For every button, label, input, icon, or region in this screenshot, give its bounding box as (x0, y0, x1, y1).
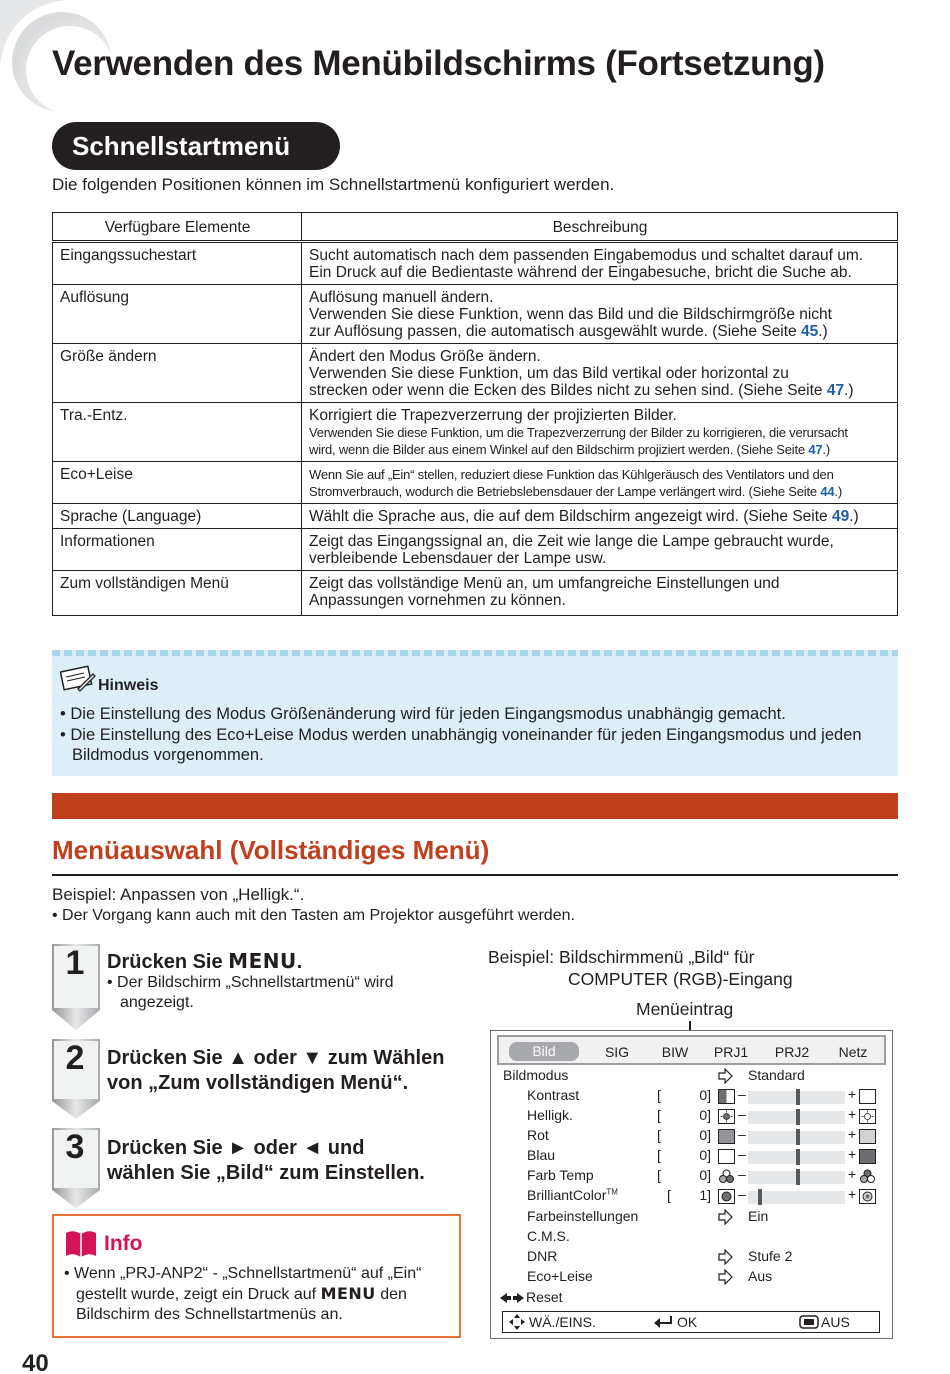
plus-sign: + (848, 1126, 857, 1142)
tab-biw[interactable]: BIW (661, 1044, 689, 1060)
page-title: Verwenden des Menübildschirms (Fortsetzung) (52, 44, 825, 83)
table-cell-description (302, 571, 898, 616)
desc-line: Verwenden Sie diese Funktion, um die Trapezverzerrung der Bilder zu korrigieren, die verursacht (309, 425, 848, 440)
table-row (53, 529, 898, 571)
page-reference-link[interactable]: 47 (826, 382, 845, 399)
tab-sig[interactable]: SIG (604, 1044, 630, 1060)
bracket: ] (707, 1107, 711, 1123)
desc-text: strecken oder wenn die Ecken des Bildes nicht zu sehen sind. (Siehe Seite (309, 382, 827, 399)
bracket: ] (707, 1167, 711, 1183)
osd-row-value: Aus (748, 1268, 773, 1284)
value-number: 0 (699, 1167, 708, 1183)
table-cell-description (302, 529, 898, 571)
section-rule (52, 874, 898, 876)
hint-dashed-border (52, 650, 898, 656)
osd-caption-line2: COMPUTER (RGB)-Eingang (568, 969, 793, 989)
step-2-line2: von „Zum vollständigen Menü“. (107, 1072, 409, 1094)
table-cell-item: Sprache (Language) (53, 504, 302, 529)
slider-knob[interactable] (796, 1129, 800, 1145)
slider-knob[interactable] (758, 1189, 762, 1205)
footer-select-label: WÄ./EINS. (529, 1314, 596, 1330)
table-cell-item: Auflösung (53, 285, 302, 344)
osd-row-value: Stufe 2 (748, 1248, 793, 1264)
desc-line: Sucht automatisch nach dem passenden Eingabemodus und schaltet darauf um. (309, 247, 864, 264)
step-1-text (107, 949, 302, 975)
table-cell-item: Tra.-Entz. (53, 403, 302, 462)
hint-list (60, 704, 890, 766)
brilliantcolor-low-icon (718, 1189, 735, 1204)
table-header-items: Verfügbare Elemente (53, 213, 302, 242)
osd-row-value (687, 1107, 711, 1123)
step-text-part: Drücken Sie (107, 951, 229, 973)
sun-bright-icon (859, 1109, 876, 1124)
bracket: ] (707, 1087, 711, 1103)
desc-text: .) (822, 442, 830, 457)
section-title-full-menu: Menüauswahl (Vollständiges Menü) (52, 835, 490, 865)
desc-line: Zeigt das vollständige Menü an, um umfangreiche Einstellungen und (309, 575, 780, 592)
table-cell-item: Eingangssuchestart (53, 242, 302, 285)
slider-knob[interactable] (796, 1149, 800, 1165)
section-title-schnellstartmenu: Schnellstartmenü (52, 122, 340, 170)
minus-sign: – (738, 1186, 746, 1202)
value-number: 0 (699, 1127, 708, 1143)
plus-sign: + (848, 1106, 857, 1122)
table-cell-item: Größe ändern (53, 344, 302, 403)
footer-exit-label: AUS (821, 1314, 850, 1330)
section-divider-bar (52, 793, 898, 819)
pencil-note-icon (60, 665, 96, 693)
bracket: [ (657, 1107, 661, 1123)
table-row (53, 504, 898, 529)
tab-netz[interactable]: Netz (838, 1044, 868, 1060)
desc-line (309, 382, 891, 399)
tab-prj2[interactable]: PRJ2 (774, 1044, 810, 1060)
desc-line: verbleibende Lebensdauer der Lampe usw. (309, 550, 607, 567)
osd-row-rot[interactable] (491, 1126, 894, 1146)
value-number: 1 (699, 1187, 708, 1203)
enter-icon (653, 1316, 673, 1328)
osd-row-value (687, 1167, 711, 1183)
osd-row-label: DNR (527, 1248, 558, 1264)
osd-row-label: Farbeinstellungen (527, 1208, 639, 1224)
desc-text: .) (844, 382, 854, 399)
example-text: Beispiel: Anpassen von „Helligk.“. (52, 885, 305, 904)
right-arrow-icon (717, 1249, 733, 1265)
osd-row-label: Blau (527, 1147, 556, 1163)
bracket: [ (657, 1087, 661, 1103)
page-reference-link[interactable]: 47 (808, 442, 823, 457)
osd-row-label: Helligk. (527, 1107, 573, 1123)
bracket: [ (657, 1127, 661, 1143)
desc-line (309, 483, 891, 500)
slider-track[interactable] (748, 1191, 845, 1204)
desc-line (309, 323, 891, 340)
osd-footer (502, 1311, 880, 1333)
hint-box (52, 650, 898, 776)
slider-knob[interactable] (796, 1109, 800, 1125)
desc-line: Ändert den Modus Größe ändern. (309, 348, 541, 365)
info-title: Info (104, 1232, 143, 1255)
osd-caption-line1: Beispiel: Bildschirmmenü „Bild“ für (488, 947, 755, 967)
osd-row-eco-leise[interactable] (491, 1267, 894, 1287)
osd-row-label: Eco+Leise (527, 1268, 593, 1284)
section-intro: Die folgenden Positionen können im Schnellstartmenü konfiguriert werden. (52, 175, 615, 194)
menu-entry-callout: Menüeintrag (636, 999, 734, 1019)
desc-text: Stromverbrauch, wodurch die Betriebslebensdauer der Lampe verlängert wird. (Siehe Seite (309, 484, 821, 499)
right-arrow-icon (717, 1068, 733, 1084)
osd-row-value: Standard (748, 1067, 805, 1083)
page-reference-link[interactable]: 44 (820, 484, 835, 499)
blue-high-icon (859, 1149, 876, 1164)
example-note: • Der Vorgang kann auch mit den Tasten am Projektor ausgeführt werden. (52, 907, 575, 924)
table-cell-description (302, 344, 898, 403)
desc-text: .) (849, 508, 859, 525)
osd-row-label: Kontrast (527, 1087, 580, 1103)
table-cell-item: Informationen (53, 529, 302, 571)
step-2-line1: Drücken Sie ▲ oder ▼ zum Wählen (107, 1047, 445, 1069)
page-number: 40 (22, 1350, 49, 1374)
osd-row-dnr[interactable] (491, 1247, 894, 1267)
table-cell-item: Zum vollständigen Menü (53, 571, 302, 616)
osd-row-farbtemp[interactable] (491, 1166, 894, 1186)
blue-low-icon (718, 1149, 735, 1164)
label-text: BrilliantColor (527, 1187, 607, 1203)
plus-sign: + (848, 1166, 857, 1182)
osd-row-value: Ein (748, 1208, 769, 1224)
plus-sign: + (848, 1186, 857, 1202)
right-arrow-icon (717, 1269, 733, 1285)
desc-line: Zeigt das Eingangssignal an, die Zeit wie lange die Lampe gebraucht wurde, (309, 533, 834, 550)
info-box (52, 1214, 461, 1338)
reset-arrows-icon (499, 1291, 525, 1305)
table-row (53, 462, 898, 504)
table-row (53, 571, 898, 616)
brilliantcolor-high-icon (859, 1189, 876, 1204)
osd-row-label: Farb Temp (527, 1167, 594, 1183)
step-text-part: . (296, 951, 303, 973)
bracket: [ (657, 1167, 661, 1183)
osd-row-label (527, 1187, 618, 1203)
slider-knob[interactable] (796, 1089, 800, 1105)
desc-text: .) (818, 323, 828, 340)
table-header-description: Beschreibung (302, 213, 898, 242)
plus-sign: + (848, 1146, 857, 1162)
osd-row-bildmodus[interactable] (491, 1066, 894, 1086)
step-1-sub: • Der Bildschirm „Schnellstartmenü“ wird (107, 974, 394, 991)
feature-table (52, 212, 898, 616)
contrast-low-icon (718, 1089, 735, 1104)
bracket: ] (707, 1147, 711, 1163)
info-text-part: Wenn „PRJ-ANP2“ - „Schnellstartmenü“ auf „Ein“ gestellt wurde, zeigt ein Druck auf (74, 1265, 422, 1303)
table-cell-description (302, 462, 898, 504)
book-icon (64, 1229, 98, 1259)
desc-text: wird, wenn die Bilder aus einem Winkel auf den Bildschirm projiziert werden. (Siehe Seite (309, 442, 809, 457)
value-number: 0 (699, 1107, 708, 1123)
red-low-icon (718, 1129, 735, 1144)
contrast-high-icon (859, 1089, 876, 1104)
desc-line (309, 441, 891, 458)
step-sub-text: Der Bildschirm „Schnellstartmenü“ wird (117, 974, 394, 991)
step-number: 3 (65, 1128, 85, 1166)
hint-text: Die Einstellung des Modus Größenänderung wird für jeden Eingangsmodus unabhängig gemacht. (70, 705, 786, 723)
hint-item: • Die Einstellung des Modus Größenänderung wird für jeden Eingangsmodus unabhängig gemacht. (60, 705, 786, 723)
minus-sign: – (738, 1106, 746, 1122)
desc-line: Verwenden Sie diese Funktion, wenn das Bild und die Bildschirmgröße nicht (309, 306, 832, 323)
desc-line: Auflösung manuell ändern. (309, 289, 494, 306)
page-reference-link[interactable]: 49 (831, 508, 850, 525)
navigation-cross-icon (509, 1314, 525, 1330)
red-high-icon (859, 1129, 876, 1144)
osd-row-farbeinstellungen[interactable] (491, 1207, 894, 1227)
tab-bild[interactable]: Bild (509, 1042, 579, 1061)
table-cell-description (302, 242, 898, 285)
minus-sign: – (738, 1126, 746, 1142)
hint-text: Die Einstellung des Eco+Leise Modus werden unabhängig voneinander für jeden Eingangsmodus und jeden Bildmodus vorgenommen. (70, 725, 862, 764)
table-cell-description (302, 504, 898, 529)
osd-row-value (687, 1187, 711, 1203)
osd-row-label: C.M.S. (527, 1228, 570, 1244)
osd-row-label: Rot (527, 1127, 549, 1143)
step-number: 2 (65, 1039, 85, 1077)
sun-dark-icon (718, 1109, 735, 1124)
desc-line: Anpassungen vornehmen zu können. (309, 592, 566, 609)
bracket: [ (667, 1187, 671, 1203)
desc-line: Wenn Sie auf „Ein“ stellen, reduziert diese Funktion das Kühlgeräusch des Ventilators und den (309, 467, 834, 482)
plus-sign: + (848, 1086, 857, 1102)
step-number: 1 (65, 944, 85, 982)
value-number: 0 (699, 1087, 708, 1103)
minus-sign: – (738, 1086, 746, 1102)
step-3-line1: Drücken Sie ► oder ◄ und (107, 1137, 365, 1159)
bracket: ] (707, 1127, 711, 1143)
osd-row-brilliantcolor[interactable] (491, 1186, 894, 1206)
desc-text: Wählt die Sprache aus, die auf dem Bildschirm angezeigt wird. (Siehe Seite (309, 508, 832, 525)
desc-text: zur Auflösung passen, die automatisch ausgewählt wurde. (Siehe Seite (309, 323, 801, 340)
desc-text: .) (834, 484, 842, 499)
table-row (53, 403, 898, 462)
desc-line: Korrigiert die Trapezverzerrung der projizierten Bilder. (309, 407, 677, 424)
hint-item: • Die Einstellung des Eco+Leise Modus werden unabhängig voneinander für jeden Eingangsmodus und jeden Bildmodus vorgenommen. (60, 725, 862, 764)
table-cell-description (302, 285, 898, 344)
osd-row-value (687, 1127, 711, 1143)
menu-button-icon (799, 1315, 819, 1329)
tab-prj1[interactable]: PRJ1 (713, 1044, 749, 1060)
desc-line (309, 508, 891, 525)
step-3-line2: wählen Sie „Bild“ zum Einstellen. (107, 1162, 425, 1184)
color-temp-low-icon (718, 1169, 735, 1184)
page-reference-link[interactable]: 45 (801, 323, 819, 340)
example-note-text: Der Vorgang kann auch mit den Tasten am Projektor ausgeführt werden. (62, 907, 575, 924)
info-text-part: den Bildschirm des Schnellstartmenüs an. (76, 1286, 407, 1323)
slider-knob[interactable] (796, 1169, 800, 1185)
table-row (53, 285, 898, 344)
table-cell-description (302, 403, 898, 462)
right-arrow-icon (717, 1209, 733, 1225)
menu-key-label: MENU (228, 949, 297, 973)
color-temp-high-icon (859, 1169, 876, 1184)
osd-row-kontrast[interactable] (491, 1086, 894, 1106)
bracket: [ (657, 1147, 661, 1163)
step-1-sub-cont: angezeigt. (120, 994, 194, 1011)
osd-row-value (687, 1087, 711, 1103)
trademark-sup: TM (606, 1187, 618, 1197)
desc-line: Verwenden Sie diese Funktion, um das Bild vertikal oder horizontal zu (309, 365, 789, 382)
minus-sign: – (738, 1146, 746, 1162)
osd-row-blau[interactable] (491, 1146, 894, 1166)
info-text: • Wenn „PRJ-ANP2“ - „Schnellstartmenü“ auf „Ein“ gestellt wurde, zeigt ein Druck auf MENU den Bildschirm des Schnellstartmenüs an. (64, 1265, 422, 1323)
value-number: 0 (699, 1147, 708, 1163)
desc-line: Ein Druck auf die Bedientaste während der Eingabesuche, bricht die Suche ab. (309, 264, 852, 281)
osd-row-cms[interactable] (491, 1227, 894, 1247)
osd-row-label: Bildmodus (503, 1067, 569, 1083)
osd-tab-bar (497, 1035, 886, 1065)
minus-sign: – (738, 1166, 746, 1182)
osd-row-helligk[interactable] (491, 1106, 894, 1126)
osd-row-reset[interactable] (491, 1288, 894, 1308)
osd-menu-screen (490, 1030, 893, 1339)
footer-ok-label: OK (677, 1314, 698, 1330)
table-cell-item: Eco+Leise (53, 462, 302, 504)
bracket: ] (707, 1187, 711, 1203)
table-row (53, 344, 898, 403)
osd-row-value (687, 1147, 711, 1163)
table-row (53, 242, 898, 285)
menu-key-label: MENU (320, 1284, 376, 1303)
osd-row-label: Reset (526, 1289, 563, 1305)
hint-title: Hinweis (98, 677, 159, 694)
